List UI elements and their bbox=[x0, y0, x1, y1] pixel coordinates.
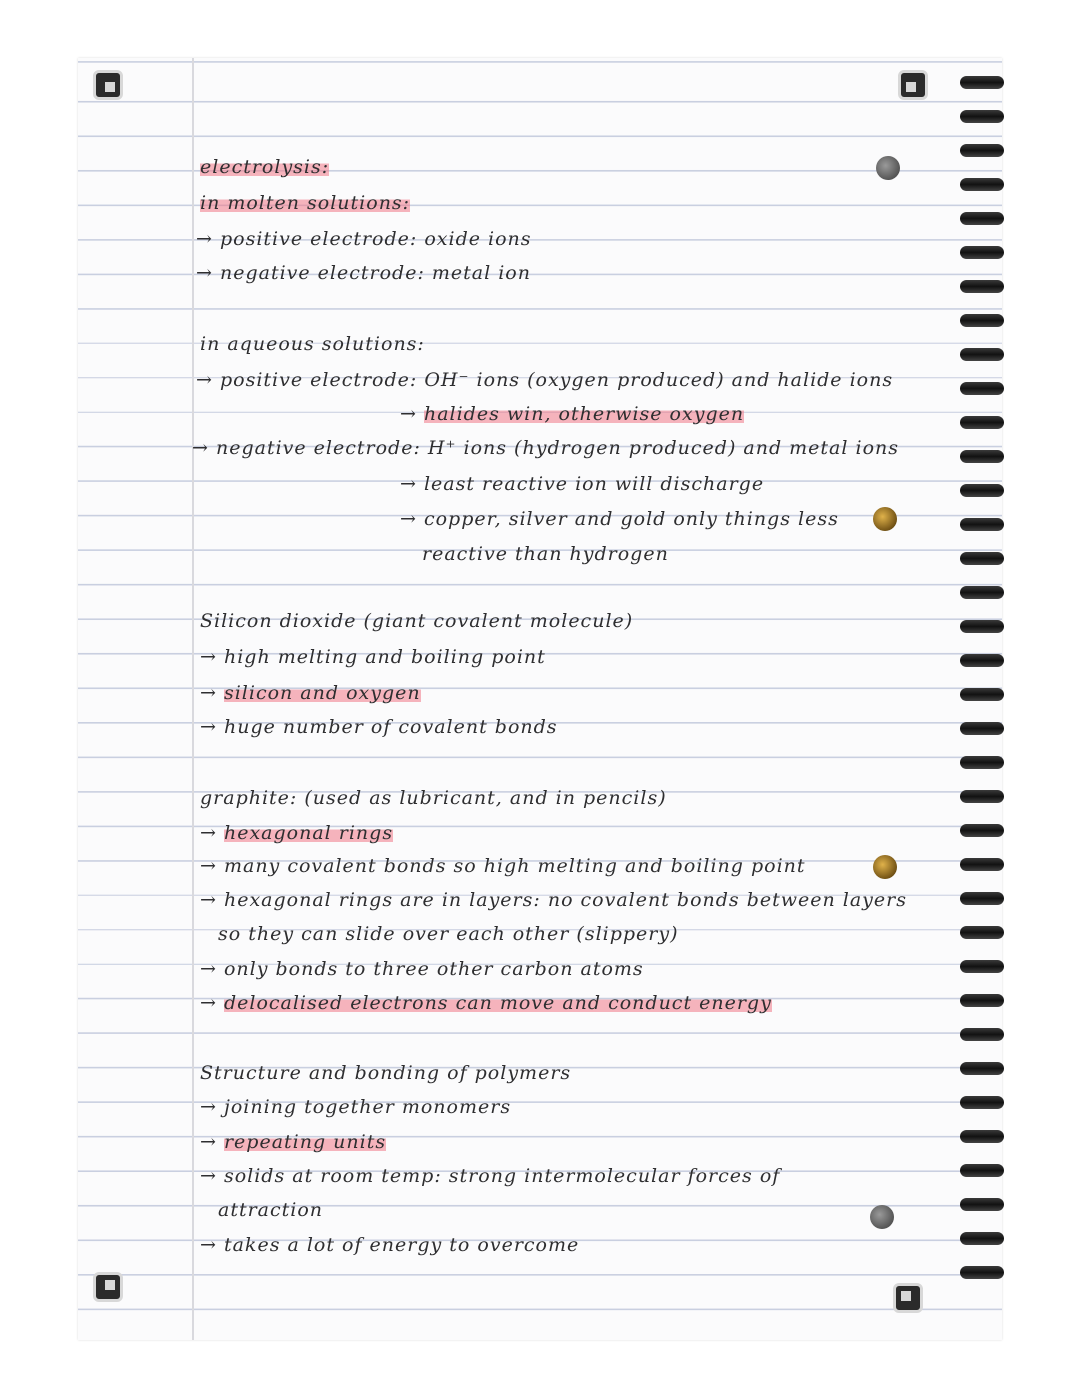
electrolysis-title: electrolysis: bbox=[200, 156, 330, 178]
aqueous-heading: in aqueous solutions: bbox=[200, 333, 425, 355]
graphite-point-5: → delocalised electrons can move and conduct energy bbox=[200, 992, 772, 1014]
aqueous-negative-note-2: → copper, silver and gold only things less bbox=[400, 508, 839, 530]
molten-negative: → negative electrode: metal ion bbox=[196, 262, 531, 284]
molten-positive: → positive electrode: oxide ions bbox=[196, 228, 532, 250]
silicon-point-1: → high melting and boiling point bbox=[200, 646, 546, 668]
aqueous-positive-note: → halides win, otherwise oxygen bbox=[400, 403, 745, 425]
graphite-title: graphite: (used as lubricant, and in pencils) bbox=[200, 787, 667, 809]
graphite-point-2: → many covalent bonds so high melting and boiling point bbox=[200, 855, 806, 877]
aqueous-negative-note-3: reactive than hydrogen bbox=[422, 543, 669, 565]
graphite-point-3: → hexagonal rings are in layers: no covalent bonds between layers bbox=[200, 889, 907, 911]
graphite-point-4: → only bonds to three other carbon atoms bbox=[200, 958, 644, 980]
polymers-title: Structure and bonding of polymers bbox=[200, 1062, 572, 1084]
aqueous-positive: → positive electrode: OH⁻ ions (oxygen produced) and halide ions bbox=[196, 369, 894, 391]
polymers-point-2: → repeating units bbox=[200, 1131, 387, 1153]
polymers-point-3-cont: attraction bbox=[218, 1199, 324, 1221]
aqueous-negative: → negative electrode: H⁺ ions (hydrogen produced) and metal ions bbox=[192, 437, 900, 459]
aqueous-negative-note-1: → least reactive ion will discharge bbox=[400, 473, 765, 495]
polymers-point-3: → solids at room temp: strong intermolecular forces of bbox=[200, 1165, 781, 1187]
graphite-point-3-cont: so they can slide over each other (slippery) bbox=[218, 923, 679, 945]
molten-heading: in molten solutions: bbox=[200, 192, 411, 214]
polymers-point-1: → joining together monomers bbox=[200, 1096, 512, 1118]
silicon-point-3: → huge number of covalent bonds bbox=[200, 716, 558, 738]
graphite-point-1: → hexagonal rings bbox=[200, 822, 394, 844]
polymers-point-4: → takes a lot of energy to overcome bbox=[200, 1234, 580, 1256]
silicon-point-2: → silicon and oxygen bbox=[200, 682, 421, 704]
silicon-title: Silicon dioxide (giant covalent molecule) bbox=[200, 610, 634, 632]
